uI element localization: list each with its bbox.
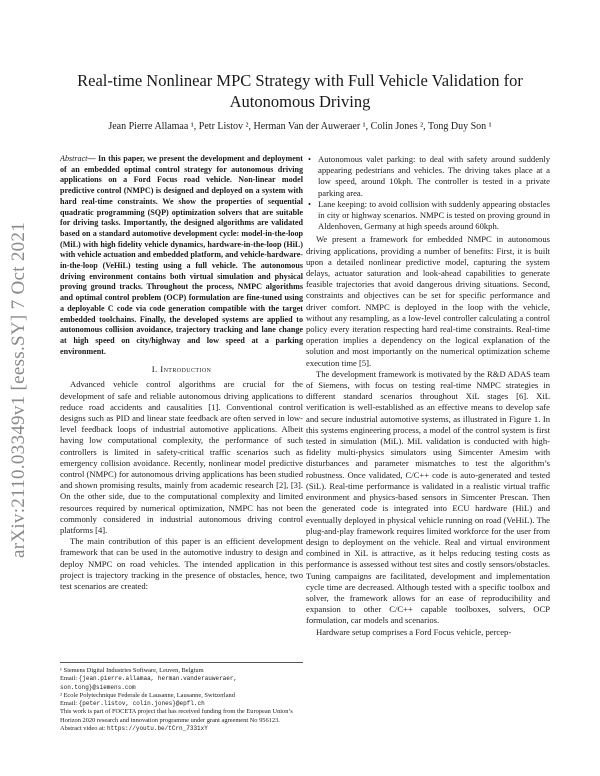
left-column bbox=[60, 154, 303, 592]
video-link[interactable]: https://youtu.be/tCrn_7331xY bbox=[107, 725, 208, 733]
abstract-text: — In this paper, we present the development and deployment of an embedded optimal control strategy for autonomous driving applications on a Ford Focus road vehicle. Non-linear model predictive control (NMPC) is designed and deployed on a system with hard real-time constraints. We show the properties of sequential quadratic programming (SQP) optimization solvers that are suitable for driving tasks. Importantly, the designed algorithms are validated based on a standard automotive development cycle: model-in-the-loop (MiL) with high fidelity vehicle dynamics, hardware-in-the-loop (HiL) with vehicle actuation and embedded platform, and vehicle-hardware-in-the-loop (VeHiL) testing using a full vehicle. The autonomous driving environment contains both virtual simulation and physical proving ground tracks. Throughout the process, NMPC algorithms and optimal control problem (OCP) formulation are fine-tuned using a deployable C code via code generation compatible with the target embedded toolchains. Finally, the developed systems are applied to autonomous collision avoidance, trajectory tracking and lane change at high speed on city/highway and low speed at a parking environment. bbox=[60, 154, 303, 356]
body-paragraph-1: We present a framework for embedded NMPC in autonomous driving applications, providing a number of benefits: First, it is built upon a detailed nonlinear predictive model, capturing the system delays, actuator saturation and look-ahead capabilities to generate feasible trajectories that avoid dangerous driving situations. Second, constraints and objectives can be set for specific performance and driver comfort. NMPC is deployed in the loop with the vehicle, without any resampling, as a low-level controller calculating a control policy every iteration respecting hard real-time constraints. Real-time operation implies a dependency on the logical explanation of the solution and most importantly on the numerical optimization scheme execution time [5]. bbox=[306, 234, 550, 368]
abstract-lead: Abstract bbox=[60, 154, 88, 163]
scenario-list bbox=[306, 154, 550, 232]
bullet-icon: • bbox=[308, 154, 312, 164]
title-line-1: Real-time Nonlinear MPC Strategy with Full Vehicle Validation for bbox=[77, 71, 523, 90]
video-label: Abstract video at: bbox=[60, 725, 106, 733]
abstract bbox=[60, 154, 303, 357]
footnote-email-1 bbox=[60, 675, 303, 692]
intro-paragraph-1: Advanced vehicle control algorithms are crucial for the development of safe and reliable autonomous driving applications to reduce road accidents and causalities [1]. Conventional control designs such as PID and linear state feedback are often served in low-level feedback loops of industrial automotive applications. Albeit having low computational complexity, the performance of such controllers is limited in safety-critical traffic scenarios such as emergency collision avoidance. Recently, nonlinear model predictive control (NMPC) for autonomous driving applications has been studied and shown promising results, mainly from academic research [2], [3]. On the other side, due to the computational complexity and limited resources required by numerical optimization, NMPC has not been commonly considered in industrial autonomous driving control platforms [4]. bbox=[60, 379, 303, 535]
email-label: Email: bbox=[60, 700, 78, 708]
email-address: {peter.listov, colin.jones}@epfl.ch bbox=[78, 700, 205, 708]
footnote-funding: This work is part of FOCETA project that has received funding from the European Union’s Horizon 2020 research and innovation programme under grant agreement No 956123. bbox=[60, 708, 293, 724]
list-item-text: Lane keeping: to avoid collision with suddenly appearing obstacles in city or highway scenarios. NMPC is tested on proving ground in Aldenhoven, Germany at high speeds around 60kph. bbox=[318, 198, 550, 232]
footnotes bbox=[60, 662, 303, 733]
section-heading-introduction bbox=[60, 364, 303, 374]
arxiv-side-stamp bbox=[4, 185, 34, 595]
email-label: Email: bbox=[60, 675, 78, 683]
footnote-video bbox=[60, 725, 303, 733]
list-item bbox=[308, 198, 550, 233]
title-line-2: Autonomous Driving bbox=[229, 92, 371, 111]
paper-title bbox=[60, 70, 540, 112]
arxiv-identifier: arXiv:2110.03349v1 [eess.SY] 7 Oct 2021 bbox=[8, 221, 29, 559]
bullet-icon: • bbox=[308, 198, 312, 209]
section-number: I. bbox=[151, 364, 158, 375]
right-column bbox=[306, 154, 550, 638]
list-item bbox=[308, 154, 550, 199]
email-address: {jean.pierre.allamaa, herman.vanderauweraer, son.tong}@siemens.com bbox=[60, 675, 238, 691]
body-paragraph-2: The development framework is motivated by the R&D ADAS team of Siemens, with focus on testing real-time NMPC strategies in different standard scenarios throughout XiL stages [6]. XiL verification is well-established as an effective means to develop safe and secure industrial automotive systems, as illustrated in Figure 1. In this systems engineering process, a model of the control system is first tested in simulation (MiL). MiL validation is conducted with high-fidelity multi-physics simulators using Simcenter Amesim with disturbances and parameter mismatches to test the algorithm’s robustness. Once validated, C/C++ code is auto-generated and tested (SiL). Real-time performance is validated in a realistic virtual traffic environment and physics-based sensors in Simcenter Prescan. Then the generated code is integrated into ECU hardware (HiL) and eventually deployed in physical vehicle running on road (VeHiL). The plug-and-play framework requires limited workforce for the user from design to deployment on the vehicle. Real and virtual environment combined in XiL is attractive, as it helps reducing testing costs as performance is assessed without test sites and costly sensors/obstacles. Tuning campaigns are facilitated, development and implementation cycle time are decreased. Although tested with a specific toolbox and solver, the framework allows for an ease of reproducibility and expansion to other C/C++ capable toolboxes, solvers, OCP formulation, car models and scenarios. bbox=[306, 368, 550, 626]
section-title: Introduction bbox=[160, 364, 212, 375]
body-paragraph-3: Hardware setup comprises a Ford Focus vehicle, percep- bbox=[316, 626, 512, 637]
footnote-email-2 bbox=[60, 700, 303, 708]
footnote-affiliation-2: ² Ecole Polytechnique Federale de Lausanne, Lausanne, Switzerland bbox=[60, 691, 235, 699]
footnote-affiliation-1: ¹ Siemens Digital Industries Software, Leuven, Belgium bbox=[60, 667, 204, 674]
author-list: Jean Pierre Allamaa ¹, Petr Listov ², Herman Van der Auweraer ¹, Colin Jones ², Tong Duy Son ¹ bbox=[108, 121, 492, 132]
intro-paragraph-2: The main contribution of this paper is an efficient development framework that can be used in the automotive industry to design and deploy NMPC on road vehicles. The intended application in this project is trajectory tracking in the presence of obstacles, hence, two test scenarios are created: bbox=[60, 536, 303, 592]
list-item-text: Autonomous valet parking: to deal with safety around suddenly appearing pedestrians and vehicles. The driving takes place at a low speed, around 10kph. The controller is tested in a private parking area. bbox=[318, 154, 550, 198]
